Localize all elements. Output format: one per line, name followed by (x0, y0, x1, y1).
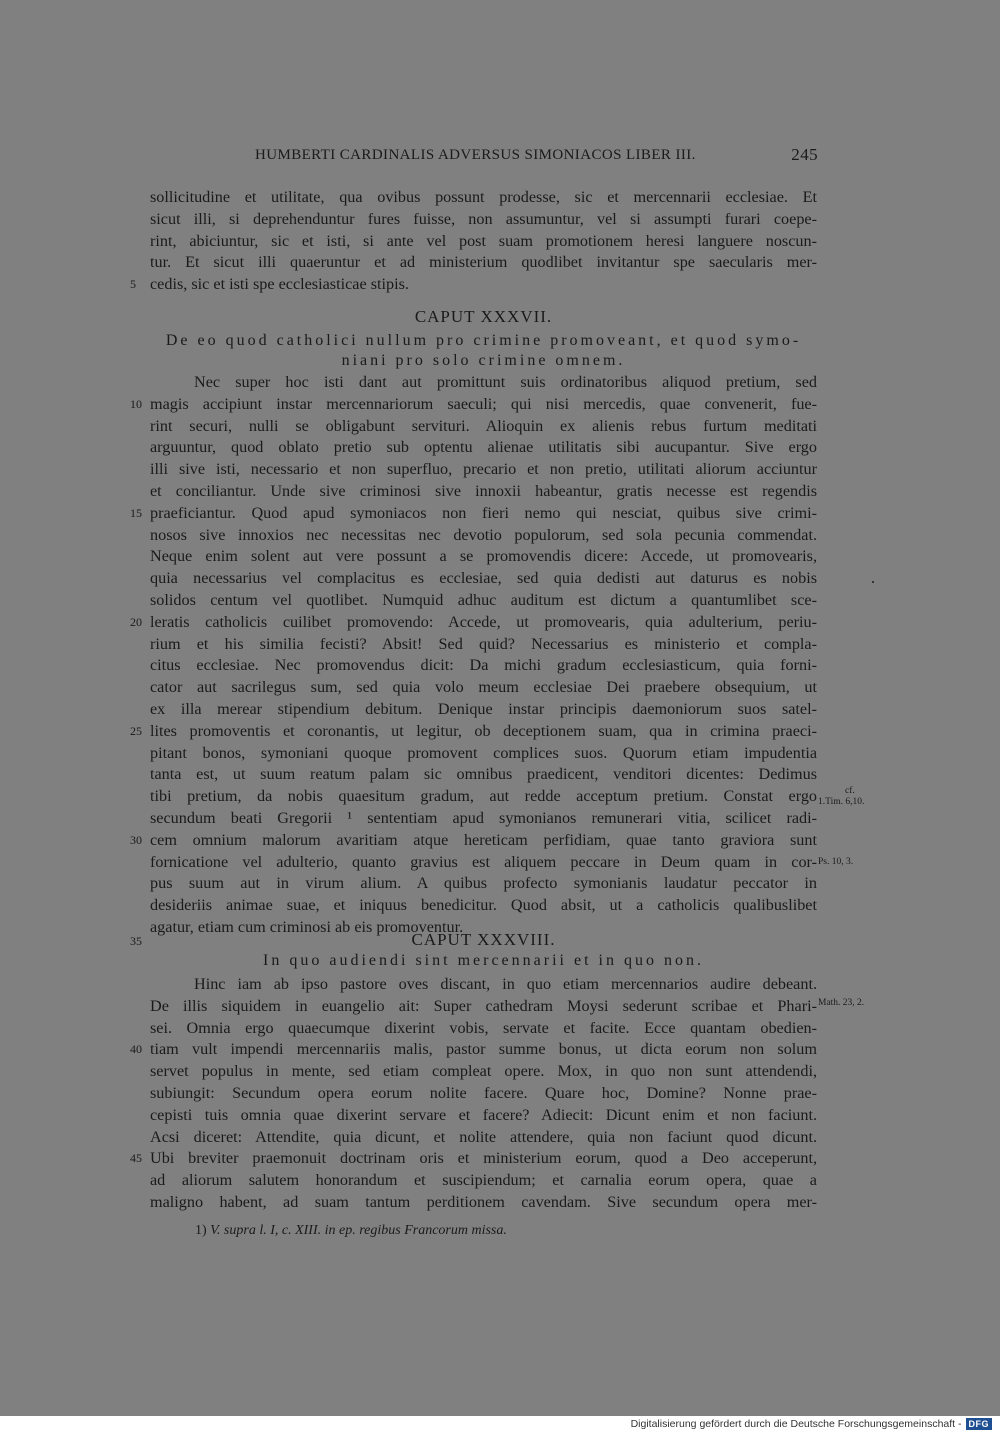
line-number: 15 (130, 505, 142, 520)
text-line: sollicitudine et utilitate, qua ovibus possunt prodesse, sic et mercennarii ecclesiae. Et (150, 188, 817, 206)
margin-reference: cf. (845, 786, 855, 796)
text-line: cedis, sic et isti spe ecclesiasticae stipis. (150, 275, 409, 294)
chapter-subtitle-37-line2: niani pro solo crimine omnem. (341, 352, 626, 369)
text-line: pus suum aut in virum alium. A quibus profecto symonianis laudatur peccator in (150, 874, 817, 893)
text-line: quia necessarius vel complacitus es ecclesiae, sed quia dedisti aut daturus es nobis (150, 569, 817, 588)
text-line: cepisti tuis omnia quae dixerint servare et facere? Adiecit: Dicunt enim et non faciunt. (150, 1105, 817, 1124)
text-line: et conciliantur. Unde sive criminosi sive innoxii habeantur, gratis necesse est regendis (150, 482, 817, 500)
text-line: arguuntur, quod oblato pretio sub optentu alienae utilitatis sibi aucupantur. Sive ergo (150, 438, 817, 457)
line-number: 25 (130, 723, 142, 738)
text-line: tanta est, ut suum reatum palam sic omnibus praedicent, venditori dicentes: Dedimus (150, 765, 817, 784)
scan-speck (872, 581, 874, 583)
text-line: magis accipiunt instar mercennariorum saeculi; qui nisi mercedis, quae convenerit, fue- (150, 394, 817, 413)
text-line: agatur, etiam cum criminosi ab eis promoventur. (150, 918, 464, 936)
text-line: praeficiantur. Quod apud symoniacos non fieri nemo qui nesciat, quibus sive crimi- (150, 503, 817, 522)
text-line: ad aliorum salutem honorandum et suscipiendum; et carnalia eorum opera, quae a (150, 1171, 817, 1190)
text-line: secundum beati Gregorii ¹ sententiam apud symonianos remunerari vitia, scilicet radi- (150, 809, 817, 827)
text-line: cem omnium malorum avaritiam atque hereticam perfidiam, quae tanto graviora sunt (150, 830, 817, 849)
margin-reference: Ps. 10, 3. (818, 857, 854, 867)
text-line: illi sive isti, necessario et non superfluo, precario et non pretio, utilitati aliorum acciuntur (150, 460, 817, 479)
page-number: 245 (791, 145, 818, 164)
text-line: desideriis animae suae, et iniquus benedicitur. Quod absit, ut a catholicis qualibuslibet (150, 896, 817, 915)
chapter-subtitle-38: In quo audiendi sint mercennarii et in quo non. (263, 952, 704, 969)
text-line: lites promoventis et coronantis, ut legitur, ob deceptionem suam, qua in crimina praeci- (150, 721, 817, 740)
chapter-subtitle-37-line1: De eo quod catholici nullum pro crimine promoveant, et quod symo- (165, 332, 802, 349)
text-line: citus ecclesiae. Nec promovendus dicit: Da michi gradum ecclesiasticum, quia forni- (150, 656, 817, 675)
line-number: 40 (130, 1042, 142, 1057)
chapter-heading-38: CAPUT XXXVIII. (411, 930, 556, 949)
text-line: rint, abiciuntur, sic et isti, si ante vel post suam promotionem heresi languere noscun- (150, 231, 817, 250)
text-line: servet populus in mente, sed etiam compleat opere. Mox, in quo non sunt attendendi, (150, 1062, 817, 1081)
text-line: rint securi, nulli se obligabunt servituri. Alioquin ex alienis rebus furtum meditati (150, 416, 817, 435)
margin-reference: 1.Tim. 6,10. (818, 797, 865, 807)
line-number: 5 (130, 277, 136, 292)
text-line: tiam vult impendi mercennariis malis, pastor summe bonus, ut dicta eorum non solum (150, 1040, 817, 1059)
text-line: Neque enim solent aut vere possunt a se promovendis dicere: Accede, ut promovearis, (150, 547, 817, 566)
text-line: maligno habent, ad suam tantum perditionem cavendam. Sive secundum opera mer- (150, 1193, 817, 1211)
dfg-logo: DFG (966, 1418, 993, 1430)
line-number: 10 (130, 396, 142, 411)
footnote (195, 1223, 507, 1239)
line-number: 35 (130, 934, 142, 948)
text-line: Acsi diceret: Attendite, quia dicunt, et nolite attendere, quia non faciunt quod dicunt. (150, 1127, 817, 1146)
text-line: sei. Omnia ergo quaecumque dixerint vobis, servate et facite. Ecce quantam obedien- (150, 1018, 817, 1037)
funding-credit (631, 1418, 992, 1430)
text-line: ex illa merear stipendium debitum. Denique instar principis daemoniorum suos satel- (150, 700, 817, 718)
text-line: cator aut sacrilegus sum, sed quia volo meum ecclesiae Dei praebere obsequium, ut (150, 678, 817, 697)
text-line: tur. Et sicut illi quaeruntur et ad ministerium quodlibet invitantur spe saecularis mer- (150, 253, 817, 272)
text-line: sicut illi, si deprehenduntur fures fuisse, non assumuntur, vel si assumpti furari coepe- (150, 209, 817, 228)
text-line: nosos sive innoxios nec necessitas nec devotio populorum, sed sola pecunia commendat. (150, 525, 817, 544)
text-line: pitant bonos, symoniani quoque promovent complices suos. Quorum etiam impudentia (150, 743, 817, 762)
footnote-number: 1) (195, 1223, 207, 1238)
text-line: subiungit: Secundum opera eorum nolite facere. Quare hoc, Domine? Nonne prae- (150, 1084, 817, 1102)
line-number: 45 (130, 1151, 142, 1166)
text-line: rium et his similia fecisti? Absit! Sed quid? Necessarius es ministerio et compla- (150, 634, 817, 653)
margin-reference: Math. 23, 2. (818, 998, 865, 1008)
text-line: tibi pretium, da nobis quaesitum gradum, aut redde acceptum pretium. Constat ergo (150, 787, 817, 806)
text-line: Hinc iam ab ipso pastore oves discant, in quo etiam mercennarios audire debeant. (194, 975, 817, 993)
chapter-heading-37: CAPUT XXXVII. (414, 307, 553, 326)
text-line: Ubi breviter praemonuit doctrinam oris et ministerium eorum, quod a Deo acceperunt, (150, 1149, 817, 1168)
text-line: De illis siquidem in euangelio ait: Super cathedram Moysi sederunt scribae et Phari- (150, 996, 817, 1015)
footnote-text: V. supra l. I, c. XIII. in ep. regibus Francorum missa. (210, 1223, 507, 1238)
text-line: leratis catholicis cuilibet promovendo: Accede, ut promovearis, quia adulterium, periu- (150, 612, 817, 631)
text-line: fornicatione vel adulterio, quanto gravius est aliquem peccare in Deum quam in cor- (150, 852, 817, 871)
text-line: solidos centum vel quotlibet. Numquid adhuc auditum est dictum a quantumlibet sce- (150, 591, 817, 609)
funding-credit-text: Digitalisierung gefördert durch die Deutsche Forschungsgemeinschaft - (630, 1418, 962, 1430)
line-number: 20 (130, 614, 142, 629)
line-number: 30 (130, 832, 142, 847)
text-line: Nec super hoc isti dant aut promittunt suis ordinatoribus aliquod pretium, sed (194, 373, 817, 391)
running-title: HUMBERTI CARDINALIS ADVERSUS SIMONIACOS LIBER III. (255, 147, 696, 163)
